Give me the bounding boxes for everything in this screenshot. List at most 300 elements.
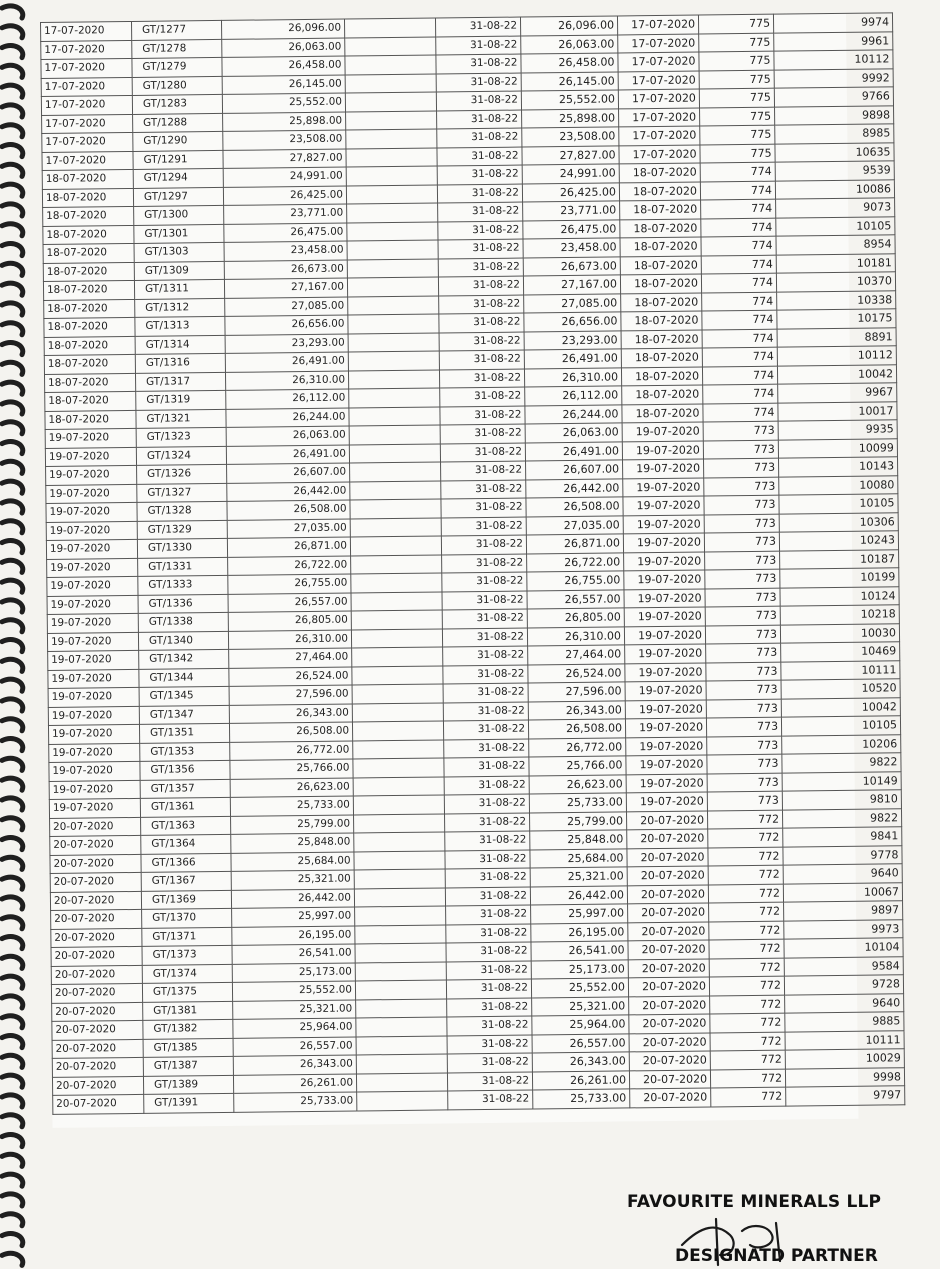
interest-cell: 10111 [781, 660, 900, 680]
paid-amount-cell: 26,871.00 [526, 534, 623, 554]
txn-date-cell: 19-07-2020 [45, 428, 136, 448]
blank-cell [352, 702, 443, 722]
paid-amount-cell: 26,524.00 [528, 663, 625, 683]
paid-amount-cell: 25,733.00 [533, 1089, 630, 1109]
blank-cell [356, 1072, 447, 1092]
txn-date-cell: 19-07-2020 [46, 465, 137, 485]
gt-number-cell: GT/1336 [138, 594, 228, 614]
days-cell: 774 [702, 347, 777, 366]
blank-cell [356, 1017, 447, 1037]
paid-amount-cell: 27,167.00 [523, 275, 620, 295]
paid-amount-cell: 26,261.00 [532, 1070, 629, 1090]
txn-date-cell: 18-07-2020 [42, 188, 133, 208]
due-date-cell: 31-08-22 [443, 720, 528, 739]
interest-cell: 10469 [781, 642, 900, 662]
interest-cell: 10306 [779, 512, 898, 532]
interest-cell: 9998 [785, 1067, 904, 1087]
amount-cell: 26,871.00 [227, 537, 350, 557]
due-date-cell: 31-08-22 [435, 17, 520, 36]
gt-number-cell: GT/1278 [132, 39, 222, 59]
due-date-cell: 31-08-22 [441, 535, 526, 554]
due-date-cell: 31-08-22 [438, 202, 523, 221]
amount-cell: 26,195.00 [232, 925, 355, 945]
txn-date-cell: 18-07-2020 [43, 206, 134, 226]
blank-cell [349, 443, 440, 463]
blank-cell [349, 406, 440, 426]
txn-date-cell: 20-07-2020 [50, 891, 141, 911]
paid-amount-cell: 25,848.00 [530, 830, 627, 850]
interest-cell: 10029 [785, 1049, 904, 1069]
paid-date-cell: 19-07-2020 [623, 514, 704, 533]
txn-date-cell: 19-07-2020 [49, 798, 140, 818]
days-cell: 773 [704, 514, 779, 533]
blank-cell [344, 18, 435, 38]
txn-date-cell: 20-07-2020 [51, 965, 142, 985]
gt-number-cell: GT/1385 [143, 1038, 233, 1058]
txn-date-cell: 19-07-2020 [48, 724, 139, 744]
paid-amount-cell: 26,673.00 [523, 256, 620, 276]
interest-cell: 10635 [775, 142, 894, 162]
blank-cell [355, 943, 446, 963]
paid-date-cell: 17-07-2020 [618, 89, 699, 108]
gt-number-cell: GT/1314 [135, 335, 225, 355]
days-cell: 772 [710, 1050, 785, 1069]
interest-cell: 9766 [774, 87, 893, 107]
blank-cell [351, 573, 442, 593]
blank-cell [355, 961, 446, 981]
paid-amount-cell: 25,997.00 [531, 904, 628, 924]
due-date-cell: 31-08-22 [442, 628, 527, 647]
amount-cell: 25,848.00 [231, 833, 354, 853]
interest-cell: 9897 [784, 901, 903, 921]
gt-number-cell: GT/1351 [139, 723, 229, 743]
days-cell: 773 [706, 699, 781, 718]
days-cell: 772 [710, 1069, 785, 1088]
txn-date-cell: 20-07-2020 [51, 928, 142, 948]
paid-amount-cell: 26,623.00 [529, 774, 626, 794]
due-date-cell: 31-08-22 [441, 517, 526, 536]
blank-cell [351, 591, 442, 611]
paid-amount-cell: 27,035.00 [526, 515, 623, 535]
paid-amount-cell: 26,112.00 [525, 386, 622, 406]
txn-date-cell: 20-07-2020 [52, 1039, 143, 1059]
due-date-cell: 31-08-22 [437, 110, 522, 129]
blank-cell [350, 462, 441, 482]
paid-date-cell: 19-07-2020 [624, 588, 705, 607]
blank-cell [348, 351, 439, 371]
due-date-cell: 31-08-22 [443, 665, 528, 684]
gt-number-cell: GT/1344 [139, 668, 229, 688]
blank-cell [348, 295, 439, 315]
due-date-cell: 31-08-22 [436, 73, 521, 92]
due-date-cell: 31-08-22 [438, 239, 523, 258]
blank-cell [350, 480, 441, 500]
spiral-binding [0, 0, 36, 1269]
amount-cell: 26,343.00 [233, 1055, 356, 1075]
gt-number-cell: GT/1338 [138, 612, 228, 632]
amount-cell: 26,244.00 [226, 408, 349, 428]
days-cell: 775 [699, 51, 774, 70]
paid-amount-cell: 23,293.00 [524, 330, 621, 350]
amount-cell: 26,607.00 [227, 463, 350, 483]
due-date-cell: 31-08-22 [437, 184, 522, 203]
paid-date-cell: 18-07-2020 [620, 256, 701, 275]
blank-cell [353, 776, 444, 796]
blank-cell [353, 758, 444, 778]
blank-cell [347, 258, 438, 278]
gt-number-cell: GT/1373 [142, 945, 232, 965]
interest-cell: 9822 [782, 808, 901, 828]
days-cell: 772 [709, 976, 784, 995]
blank-cell [350, 499, 441, 519]
days-cell: 774 [701, 273, 776, 292]
txn-date-cell: 17-07-2020 [41, 95, 132, 115]
amount-cell: 25,997.00 [232, 907, 355, 927]
amount-cell: 26,442.00 [227, 482, 350, 502]
gt-number-cell: GT/1297 [133, 187, 223, 207]
txn-date-cell: 19-07-2020 [46, 539, 137, 559]
blank-cell [352, 647, 443, 667]
paid-amount-cell: 26,310.00 [524, 367, 621, 387]
blank-cell [351, 628, 442, 648]
due-date-cell: 31-08-22 [447, 997, 532, 1016]
days-cell: 773 [707, 754, 782, 773]
paid-amount-cell: 26,145.00 [521, 71, 618, 91]
days-cell: 773 [704, 532, 779, 551]
amount-cell: 26,656.00 [225, 315, 348, 335]
interest-cell: 8985 [775, 124, 894, 144]
blank-cell [351, 554, 442, 574]
due-date-cell: 31-08-22 [442, 591, 527, 610]
gt-number-cell: GT/1280 [132, 76, 222, 96]
txn-date-cell: 20-07-2020 [50, 817, 141, 837]
paid-date-cell: 19-07-2020 [622, 422, 703, 441]
txn-date-cell: 19-07-2020 [47, 558, 138, 578]
interest-cell: 9539 [775, 161, 894, 181]
amount-cell: 25,321.00 [233, 999, 356, 1019]
interest-cell: 9841 [783, 827, 902, 847]
due-date-cell: 31-08-22 [439, 369, 524, 388]
gt-number-cell: GT/1363 [141, 816, 231, 836]
txn-date-cell: 20-07-2020 [50, 854, 141, 874]
paid-date-cell: 20-07-2020 [627, 847, 708, 866]
amount-cell: 26,623.00 [230, 777, 353, 797]
invoice-table [40, 12, 905, 1114]
paid-amount-cell: 27,085.00 [524, 293, 621, 313]
blank-cell [354, 869, 445, 889]
gt-number-cell: GT/1326 [137, 464, 227, 484]
amount-cell: 26,508.00 [229, 722, 352, 742]
gt-number-cell: GT/1364 [141, 834, 231, 854]
gt-number-cell: GT/1324 [136, 446, 226, 466]
gt-number-cell: GT/1279 [132, 57, 222, 77]
paid-date-cell: 17-07-2020 [619, 145, 700, 164]
blank-cell [352, 684, 443, 704]
days-cell: 774 [703, 384, 778, 403]
gt-number-cell: GT/1387 [143, 1056, 233, 1076]
blank-cell [354, 813, 445, 833]
blank-cell [349, 425, 440, 445]
txn-date-cell: 20-07-2020 [52, 1002, 143, 1022]
gt-number-cell: GT/1381 [143, 1001, 233, 1021]
paid-date-cell: 20-07-2020 [628, 903, 709, 922]
blank-cell [354, 832, 445, 852]
days-cell: 773 [703, 440, 778, 459]
txn-date-cell: 20-07-2020 [53, 1094, 144, 1114]
paid-date-cell: 20-07-2020 [629, 1051, 710, 1070]
due-date-cell: 31-08-22 [444, 739, 529, 758]
paid-date-cell: 18-07-2020 [620, 274, 701, 293]
gt-number-cell: GT/1277 [131, 20, 221, 40]
interest-cell: 10370 [776, 272, 895, 292]
days-cell: 775 [699, 33, 774, 52]
gt-number-cell: GT/1288 [133, 113, 223, 133]
paid-amount-cell: 26,195.00 [531, 922, 628, 942]
interest-cell: 10104 [784, 938, 903, 958]
paid-date-cell: 18-07-2020 [620, 200, 701, 219]
amount-cell: 25,733.00 [230, 796, 353, 816]
blank-cell [355, 980, 446, 1000]
due-date-cell: 31-08-22 [447, 1071, 532, 1090]
interest-cell: 10105 [779, 494, 898, 514]
due-date-cell: 31-08-22 [442, 572, 527, 591]
interest-cell: 10105 [776, 216, 895, 236]
txn-date-cell: 18-07-2020 [43, 280, 134, 300]
gt-number-cell: GT/1290 [133, 131, 223, 151]
paid-amount-cell: 25,321.00 [530, 867, 627, 887]
txn-date-cell: 18-07-2020 [43, 225, 134, 245]
days-cell: 772 [709, 902, 784, 921]
blank-cell [347, 203, 438, 223]
gt-number-cell: GT/1328 [137, 501, 227, 521]
amount-cell: 26,524.00 [229, 667, 352, 687]
interest-cell: 10099 [778, 438, 897, 458]
paid-amount-cell: 26,425.00 [522, 182, 619, 202]
paid-date-cell: 17-07-2020 [618, 52, 699, 71]
gt-number-cell: GT/1317 [135, 372, 225, 392]
paid-date-cell: 19-07-2020 [623, 477, 704, 496]
amount-cell: 26,755.00 [228, 574, 351, 594]
paid-amount-cell: 26,508.00 [528, 719, 625, 739]
paid-amount-cell: 26,096.00 [520, 16, 617, 36]
paid-date-cell: 18-07-2020 [619, 182, 700, 201]
amount-cell: 25,898.00 [223, 112, 346, 132]
days-cell: 775 [700, 144, 775, 163]
amount-cell: 26,343.00 [229, 704, 352, 724]
amount-cell: 27,085.00 [225, 297, 348, 317]
paid-amount-cell: 26,343.00 [532, 1052, 629, 1072]
blank-cell [346, 166, 437, 186]
interest-cell: 10187 [780, 549, 899, 569]
due-date-cell: 31-08-22 [443, 646, 528, 665]
txn-date-cell: 19-07-2020 [48, 650, 139, 670]
due-date-cell: 31-08-22 [448, 1090, 533, 1109]
due-date-cell: 31-08-22 [439, 350, 524, 369]
paid-amount-cell: 25,684.00 [530, 848, 627, 868]
interest-cell: 9778 [783, 845, 902, 865]
interest-cell: 10124 [780, 586, 899, 606]
gt-number-cell: GT/1356 [140, 760, 230, 780]
days-cell: 773 [707, 791, 782, 810]
gt-number-cell: GT/1303 [134, 242, 224, 262]
due-date-cell: 31-08-22 [444, 794, 529, 813]
due-date-cell: 31-08-22 [447, 1016, 532, 1035]
paid-date-cell: 20-07-2020 [628, 940, 709, 959]
due-date-cell: 31-08-22 [440, 424, 525, 443]
interest-cell: 9822 [782, 753, 901, 773]
txn-date-cell: 19-07-2020 [49, 780, 140, 800]
paid-amount-cell: 26,343.00 [528, 700, 625, 720]
interest-cell: 10181 [776, 253, 895, 273]
amount-cell: 26,508.00 [227, 500, 350, 520]
paid-amount-cell: 26,557.00 [532, 1033, 629, 1053]
gt-number-cell: GT/1370 [142, 908, 232, 928]
amount-cell: 25,964.00 [233, 1018, 356, 1038]
paid-date-cell: 19-07-2020 [624, 551, 705, 570]
txn-date-cell: 20-07-2020 [51, 946, 142, 966]
interest-cell: 10067 [783, 882, 902, 902]
paid-amount-cell: 25,173.00 [531, 959, 628, 979]
gt-number-cell: GT/1316 [135, 353, 225, 373]
blank-cell [345, 37, 436, 57]
interest-cell: 8891 [777, 327, 896, 347]
paid-amount-cell: 26,458.00 [521, 53, 618, 73]
days-cell: 774 [701, 199, 776, 218]
paid-amount-cell: 26,772.00 [529, 737, 626, 757]
amount-cell: 26,458.00 [222, 56, 345, 76]
txn-date-cell: 20-07-2020 [52, 1057, 143, 1077]
txn-date-cell: 19-07-2020 [46, 484, 137, 504]
txn-date-cell: 17-07-2020 [42, 151, 133, 171]
blank-cell [345, 74, 436, 94]
days-cell: 773 [707, 773, 782, 792]
paid-date-cell: 18-07-2020 [622, 404, 703, 423]
days-cell: 775 [700, 107, 775, 126]
gt-number-cell: GT/1329 [137, 520, 227, 540]
invoice-table-body [41, 13, 905, 1114]
txn-date-cell: 19-07-2020 [48, 687, 139, 707]
paid-date-cell: 20-07-2020 [627, 884, 708, 903]
gt-number-cell: GT/1309 [134, 261, 224, 281]
txn-date-cell: 20-07-2020 [52, 1020, 143, 1040]
ledger-sheet [40, 13, 902, 1128]
gt-number-cell: GT/1283 [132, 94, 222, 114]
paid-amount-cell: 25,964.00 [532, 1015, 629, 1035]
paid-amount-cell: 26,475.00 [523, 219, 620, 239]
amount-cell: 27,035.00 [227, 519, 350, 539]
txn-date-cell: 18-07-2020 [44, 373, 135, 393]
gt-number-cell: GT/1319 [136, 390, 226, 410]
amount-cell: 26,096.00 [221, 19, 344, 39]
interest-cell: 10243 [779, 531, 898, 551]
blank-cell [346, 111, 437, 131]
interest-cell: 10111 [785, 1030, 904, 1050]
days-cell: 772 [709, 958, 784, 977]
paid-amount-cell: 23,771.00 [523, 201, 620, 221]
interest-cell: 10143 [778, 457, 897, 477]
blank-cell [346, 185, 437, 205]
paid-date-cell: 18-07-2020 [620, 237, 701, 256]
txn-date-cell: 17-07-2020 [41, 58, 132, 78]
due-date-cell: 31-08-22 [437, 165, 522, 184]
txn-date-cell: 19-07-2020 [48, 706, 139, 726]
gt-number-cell: GT/1374 [142, 964, 232, 984]
amount-cell: 25,684.00 [231, 851, 354, 871]
txn-date-cell: 18-07-2020 [44, 336, 135, 356]
days-cell: 773 [706, 680, 781, 699]
gt-number-cell: GT/1340 [138, 631, 228, 651]
paid-date-cell: 18-07-2020 [619, 163, 700, 182]
paid-date-cell: 18-07-2020 [622, 385, 703, 404]
blank-cell [351, 610, 442, 630]
blank-cell [345, 55, 436, 75]
interest-cell: 9810 [782, 790, 901, 810]
paid-amount-cell: 26,442.00 [526, 478, 623, 498]
days-cell: 774 [701, 218, 776, 237]
txn-date-cell: 20-07-2020 [50, 872, 141, 892]
days-cell: 775 [699, 70, 774, 89]
amount-cell: 27,167.00 [224, 278, 347, 298]
days-cell: 772 [708, 828, 783, 847]
due-date-cell: 31-08-22 [445, 886, 530, 905]
gt-number-cell: GT/1342 [139, 649, 229, 669]
amount-cell: 26,425.00 [223, 186, 346, 206]
due-date-cell: 31-08-22 [445, 849, 530, 868]
blank-cell [350, 536, 441, 556]
blank-cell [348, 314, 439, 334]
gt-number-cell: GT/1321 [136, 409, 226, 429]
paid-date-cell: 19-07-2020 [623, 533, 704, 552]
designation-label: DESIGNATD PARTNER [675, 1246, 878, 1266]
paid-amount-cell: 26,557.00 [527, 589, 624, 609]
txn-date-cell: 17-07-2020 [42, 132, 133, 152]
blank-cell [356, 1054, 447, 1074]
interest-cell: 9935 [778, 420, 897, 440]
paid-date-cell: 19-07-2020 [626, 792, 707, 811]
paid-amount-cell: 26,607.00 [526, 460, 623, 480]
paid-amount-cell: 26,755.00 [527, 571, 624, 591]
paid-date-cell: 19-07-2020 [623, 459, 704, 478]
blank-cell [356, 998, 447, 1018]
txn-date-cell: 18-07-2020 [44, 317, 135, 337]
paid-date-cell: 18-07-2020 [621, 293, 702, 312]
blank-cell [346, 148, 437, 168]
days-cell: 773 [704, 458, 779, 477]
blank-cell [354, 887, 445, 907]
days-cell: 772 [709, 939, 784, 958]
amount-cell: 23,771.00 [224, 204, 347, 224]
paid-date-cell: 19-07-2020 [625, 681, 706, 700]
days-cell: 774 [701, 236, 776, 255]
days-cell: 773 [705, 625, 780, 644]
days-cell: 772 [711, 1087, 786, 1106]
paid-amount-cell: 26,491.00 [525, 441, 622, 461]
amount-cell: 26,805.00 [228, 611, 351, 631]
interest-cell: 9073 [776, 198, 895, 218]
due-date-cell: 31-08-22 [446, 923, 531, 942]
amount-cell: 25,552.00 [232, 981, 355, 1001]
interest-cell: 9797 [786, 1086, 905, 1106]
txn-date-cell: 20-07-2020 [51, 983, 142, 1003]
gt-number-cell: GT/1312 [135, 298, 225, 318]
paid-amount-cell: 26,442.00 [530, 885, 627, 905]
days-cell: 774 [700, 162, 775, 181]
due-date-cell: 31-08-22 [443, 683, 528, 702]
paid-date-cell: 17-07-2020 [619, 126, 700, 145]
interest-cell: 10030 [780, 623, 899, 643]
paid-amount-cell: 25,552.00 [521, 90, 618, 110]
due-date-cell: 31-08-22 [436, 36, 521, 55]
